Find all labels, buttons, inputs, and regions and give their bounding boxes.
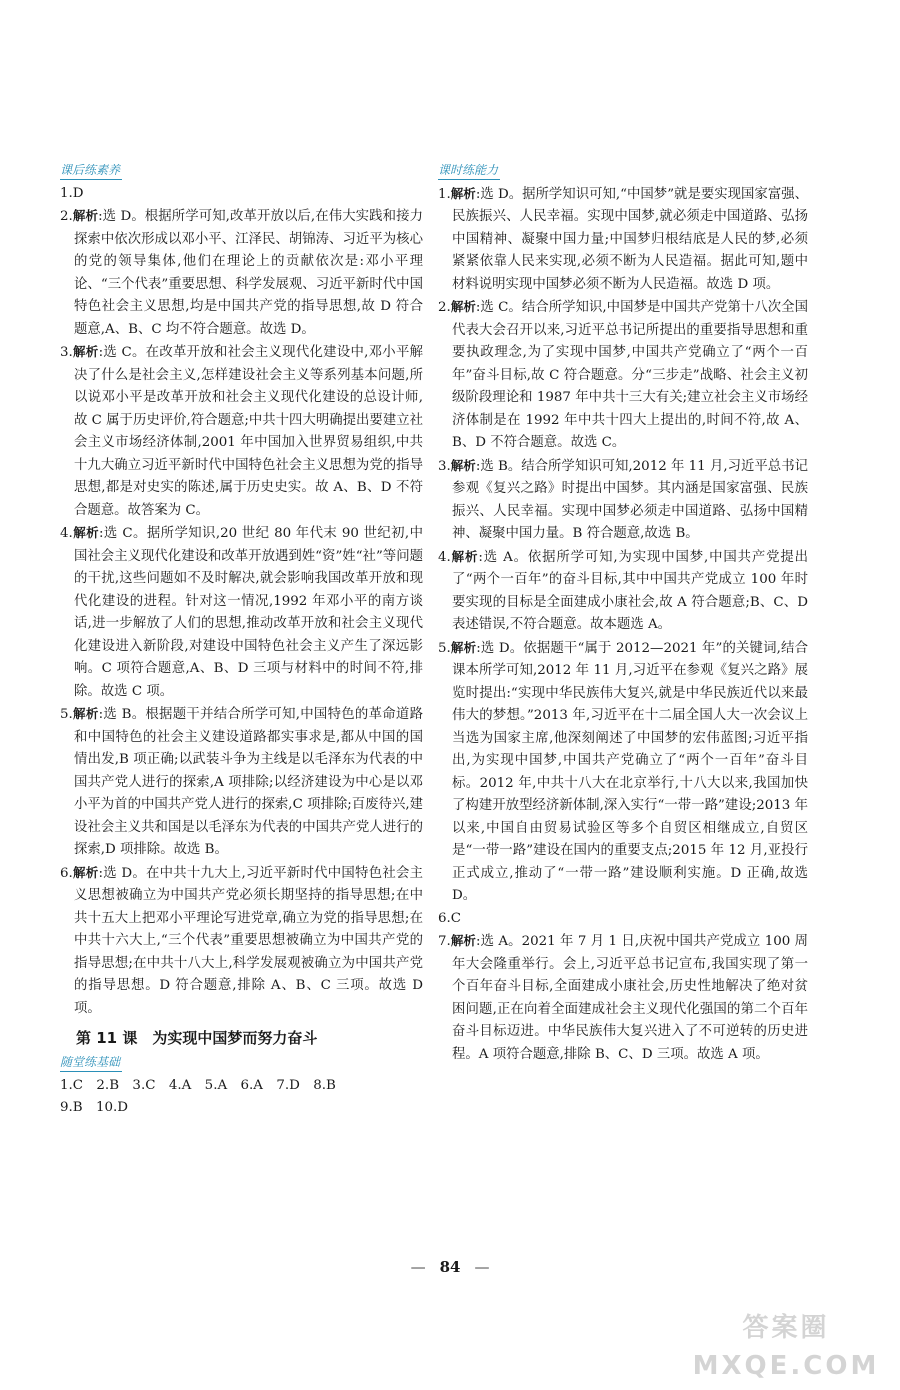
- page-number: — 84 —: [410, 1258, 490, 1276]
- answer-item: 3.解析:选 C。在改革开放和社会主义现代化建设中,邓小平解决了什么是社会主义,怎样建设社会主义等系列基本问题,所以说邓小平是改革开放和社会主义现代化建设的总设计师,故 C 属于历史评价,符合题意;中共十四大明确提出要建立社会主义市场经济体制,2001 年中国加入世界贸易组织,中共十九大确立习近平新时代中国特色社会主义思想为党的指导思想,都是对史实的陈述,属于历史史实。故 A、B、D 不符合题意。故答案为 C。: [60, 344, 423, 518]
- answer-item: 7.解析:选 A。2021 年 7 月 1 日,庆祝中国共产党成立 100 周年大会隆重举行。会上,习近平总书记宣布,我国实现了第一个百年奋斗目标,全面建成小康社会,历史性地解决了绝对贫困问题,正在向着全面建成社会主义现代化强国的第二个百年奋斗目标迈进。中华民族伟大复兴进入了不可逆转的历史进程。A 项符合题意,排除 B、C、D 三项。故选 A 项。: [438, 933, 808, 1062]
- answer-item: 4.解析:选 C。据所学知识,20 世纪 80 年代末 90 世纪初,中国社会主义现代化建设和改革开放遇到姓“资”姓“社”等问题的干扰,这些问题如不及时解决,就会影响我国改革开放和现代化建设的进程。针对这一情况,1992 年邓小平的南方谈话,进一步解放了人们的思想,推动改革开放和社会主义现代化建设进入新阶段,对建设中国特色社会主义产生了深远影响。C 项符合题意,A、B、D 三项与材料中的时间不符,排除。故选 C 项。: [60, 525, 423, 699]
- section-label-in-class: 随堂练基础: [60, 1053, 122, 1072]
- answer-item: 5.解析:选 B。根据题干并结合所学可知,中国特色的革命道路和中国特色的社会主义建设道路都实事求是,都从中国的国情出发,B 项正确;以武装斗争为主线是以毛泽东为代表的中国共产党人进行的探索,A 项排除;以经济建设为中心是以邓小平为首的中国共产党人进行的探索,C 项排除;百废待兴,建设社会主义共和国是以毛泽东为代表的中国共产党人进行的探索,D 项排除。故选 B。: [60, 706, 423, 857]
- section-label-ability: 课时练能力: [438, 161, 500, 180]
- answer-item: 3.解析:选 B。结合所学知识可知,2012 年 11 月,习近平总书记参观《复兴之路》时提出中国梦。其内涵是国家富强、民族振兴、人民幸福。实现中国梦必须走中国道路、弘扬中国精神、凝聚中国力量。B 符合题意,故选 B。: [438, 457, 808, 541]
- left-column: [60, 160, 423, 1120]
- answer-item: 6.C: [438, 910, 462, 926]
- answer-key-line: 1.C 2.B 3.C 4.A 5.A 6.A 7.D 8.B: [60, 1077, 336, 1093]
- lesson-title: 第 11 课 为实现中国梦而努力奋斗: [76, 1029, 318, 1047]
- watermark-text-url: MXQE.COM: [692, 1351, 880, 1381]
- answer-item: 5.解析:选 D。依据题干“属于 2012—2021 年”的关键词,结合课本所学可知,2012 年 11 月,习近平在参观《复兴之路》展览时提出:“实现中华民族伟大复兴,就是中华民族近代以来最伟大的梦想。”2013 年,习近平在十二届全国人大一次会议上当选为国家主席,他深刻阐述了中国梦的宏伟蓝图;习近平指出,为实现中国梦,中国共产党确立了“两个一百年”奋斗目标。2012 年,中共十八大在北京举行,十八大以来,我国加快了构建开放型经济新体制,深入实行“一带一路”建设;2013 年以来,中国自由贸易试验区等多个自贸区相继成立,自贸区是“一带一路”建设在国内的重要支点;2015 年 12 月,亚投行正式成立,推动了“一带一路”建设顺利实施。D 正确,故选 D。: [438, 639, 808, 903]
- answer-key-line: 9.B 10.D: [60, 1100, 129, 1115]
- answer-item: 4.解析:选 A。依据所学可知,为实现中国梦,中国共产党提出了“两个一百年”的奋斗目标,其中中国共产党成立 100 年时要实现的目标是全面建成小康社会,故 A 符合题意;B、C、D 表述错误,不符合题意。故本题选 A。: [438, 548, 808, 632]
- answer-item: 6.解析:选 D。在中共十九大上,习近平新时代中国特色社会主义思想被确立为中国共产党必须长期坚持的指导思想;在中共十五大上把邓小平理论写进党章,确立为党的指导思想;在中共十六大上,“三个代表”重要思想被确立为中国共产党的指导思想;在中共十八大上,科学发展观被确立为中国共产党的指导思想。D 符合题意,排除 A、B、C 三项。故选 D 项。: [60, 864, 423, 1016]
- right-column: [438, 160, 808, 1066]
- answer-item: 2.解析:选 C。结合所学知识,中国梦是中国共产党第十八次全国代表大会召开以来,习近平总书记所提出的重要指导思想和重要执政理念,为了实现中国梦,中国共产党确立了“两个一百年”奋斗目标,故 C 符合题意。分“三步走”战略、社会主义初级阶段理论和 1987 年中共十三大有关;建立社会主义市场经济体制是在 1992 年中共十四大上提出的,时间不符,故 A、B、D 不符合题意。故选 C。: [438, 299, 808, 450]
- section-label-after-class: 课后练素养: [60, 161, 122, 180]
- answer-item: 2.解析:选 D。根据所学可知,改革开放以后,在伟大实践和接力探索中依次形成以邓小平、江泽民、胡锦涛、习近平为核心的党的领导集体,他们在理论上的贡献依次是:邓小平理论、“三个代表”重要思想、科学发展观、习近平新时代中国特色社会主义思想,均是中国共产党的指导思想,故 D 符合题意,A、B、C 均不符合题意。故选 D。: [60, 208, 423, 337]
- watermark-text-cn: 答案圈: [742, 1313, 830, 1343]
- answer-item: 1.D: [60, 185, 84, 201]
- answer-item: 1.解析:选 D。据所学知识可知,“中国梦”就是要实现国家富强、民族振兴、人民幸福。实现中国梦,就必须走中国道路、弘扬中国精神、凝聚中国力量;中国梦归根结底是人民的梦,必须紧紧依靠人民来实现,必须不断为人民造福。据此可知,题中材料说明实现中国梦必须不断为人民造福。故选 D 项。: [438, 185, 808, 292]
- watermark-logo: [686, 1296, 886, 1386]
